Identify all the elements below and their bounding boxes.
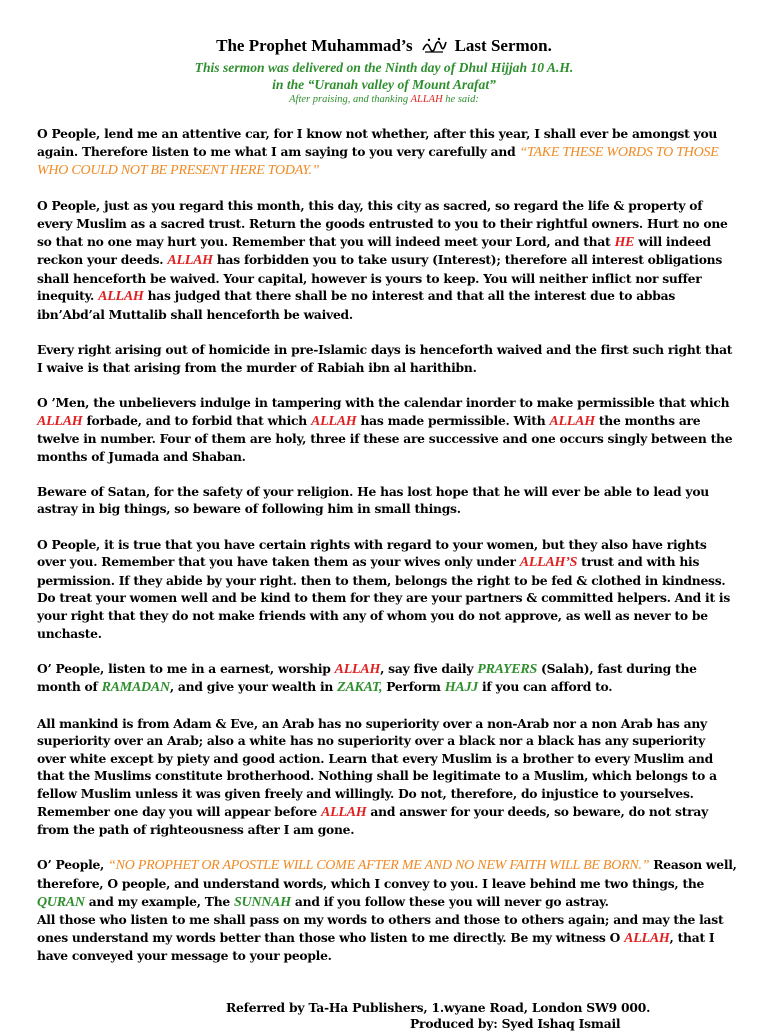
paragraph-9: Remember one day you will appear before ALLAH and answer for your deeds, so beware, do not stray from the path of righteousness after I am gone. xyxy=(37,803,708,838)
paragraph-8: All mankind is from Adam & Eve, an Arab has no superiority over a non-Arab nor a non Arab has any superiority over an Arab; also a white has no superiority over a black nor a black has any superiority over white except by piety and good action. Learn that every Muslim is a brother to every Muslim and that the Muslims constitute brotherhood. Nothing shall be legitimate to a Muslim, which belongs to a fellow Muslim unless it was given freely and willingly. Do not, therefore, do injustice to yourselves. xyxy=(37,715,717,801)
paragraph-2: O People, just as you regard this month, this day, this city as sacred, so regard the life & property of every Muslim as a sacred trust. Return the goods entrusted to you to their rightful owners. Hurt no one so that no one may hurt you. Remember that you will indeed meet your Lord, and that HE will indeed reckon your deeds. ALLAH has forbidden you to take usury (Interest); therefore all interest obligations shall henceforth be waived. Your capital, however is yours to keep. You will neither inflict nor suffer inequity. ALLAH has judged that there shall be no interest and that all the interest due to abbas ibn’Abd’al Muttalib shall henceforth be waived. xyxy=(37,198,728,322)
subtitle-place: in the “Uranah valley of Mount Arafat” xyxy=(272,77,496,92)
paragraph-4: O ’Men, the unbelievers indulge in tampering with the calendar inorder to make permissible that which ALLAH forbade, and to forbid that which ALLAH has made permissible. With ALLAH the months are twelve in number. Four of them are holy, three if these are successive and one occurs singly between the months of Jumada and Shaban. xyxy=(37,394,733,464)
paragraph-10: O’ People, “NO PROPHET OR APOSTLE WILL COME AFTER ME AND NO NEW FAITH WILL BE BORN.” Reason well, therefore, O people, and understand words, which I convey to you. I leave behind me two things, the QURAN and my example, The SUNNAH and if you follow these you will never go astray. xyxy=(37,857,737,910)
page-title xyxy=(0,36,768,56)
subtitle-date: This sermon was delivered on the Ninth day of Dhul Hijjah 10 A.H. xyxy=(194,60,574,75)
paragraph-1: O People, lend me an attentive car, for I know not whether, after this year, I shall ever be amongst you again. Therefore listen to me what I am saying to you very carefully and “TAKE THESE WORDS TO THOSE WHO COULD NOT BE PRESENT HERE TODAY.” xyxy=(37,126,719,179)
paragraph-6: O People, it is true that you have certain rights with regard to your women, but they also have rights over you. Remember that you have taken them as your wives only under ALLAH’S trust and with his permission. If they abide by your right. then to them, belongs the right to be fed & clothed in kindness. Do treat your women well and be kind to them for they are your partners & committed helpers. And it is your right that they do not make friends with any of whom you do not approve, as well as never to be unchaste. xyxy=(37,536,731,641)
footer-referred: Referred by Ta-Ha Publishers, 1.wyane Road, London SW9 000. xyxy=(226,1000,651,1015)
title-right: Last Sermon. xyxy=(454,36,552,55)
title-left: The Prophet Muhammad’s xyxy=(216,36,413,55)
sermon-body xyxy=(37,125,737,965)
subtitle-intro: After praising, and thanking ALLAH he said: xyxy=(289,94,479,105)
paragraph-7: O’ People, listen to me in a earnest, worship ALLAH, say five daily PRAYERS (Salah), fast during the month of RAMADAN, and give your wealth in ZAKAT, Perform HAJJ if you can afford to. xyxy=(37,660,697,696)
paragraph-5: Beware of Satan, for the safety of your religion. He has lost hope that he will ever be able to lead you astray in big things, so beware of following him in small things. xyxy=(37,483,709,517)
calligraphy-icon xyxy=(421,36,447,54)
paragraph-3: Every right arising out of homicide in pre-Islamic days is henceforth waived and the first such right that I waive is that arising from the murder of Rabiah ibn al harithibn. xyxy=(37,342,733,375)
paragraph-11: All those who listen to me shall pass on my words to others and those to others again; and may the last ones understand my words better than those who listen to me directly. Be my witness O ALLAH, that I have conveyed your message to your people. xyxy=(37,912,724,964)
footer-produced: Produced by: Syed Ishaq Ismail xyxy=(410,1016,621,1031)
